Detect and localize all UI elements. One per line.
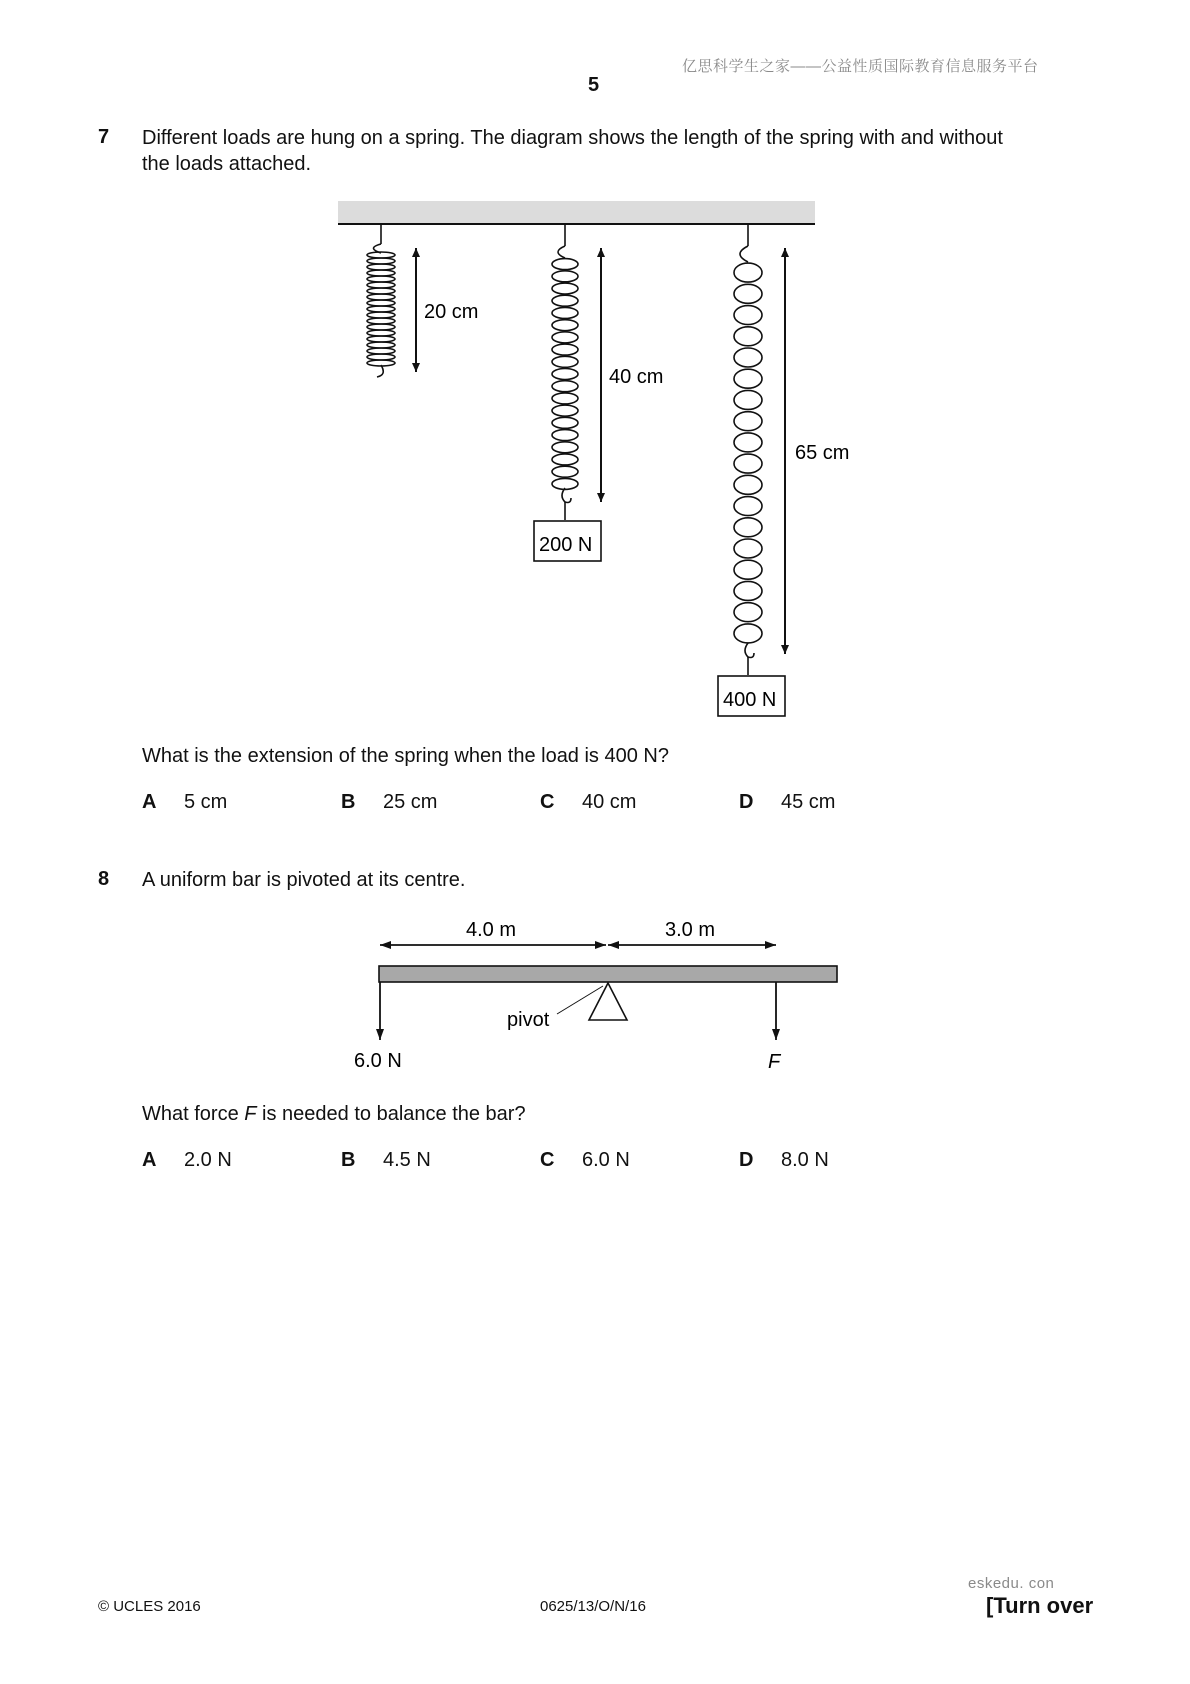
spring-coil: [734, 433, 762, 452]
spring-coil: [552, 356, 578, 367]
spring-coil: [734, 327, 762, 346]
spring-coil: [734, 497, 762, 516]
load-200n-label: 200 N: [539, 534, 593, 556]
page-number: 5: [588, 74, 600, 96]
spring-coil: [552, 295, 578, 306]
q7-option-d[interactable]: D 45 cm: [739, 791, 836, 813]
spring-coil: [367, 330, 395, 336]
spring-coil: [552, 405, 578, 416]
turn-over: [Turn over: [986, 1593, 1094, 1618]
q7-text-line1: Different loads are hung on a spring. The diagram shows the length of the spring with and without: [142, 127, 1003, 149]
spring-coil: [552, 271, 578, 282]
q8-number: 8: [98, 868, 110, 890]
spring-coil: [552, 381, 578, 392]
spring-coil: [552, 259, 578, 270]
spring-coil: [552, 307, 578, 318]
spring-coil: [552, 417, 578, 428]
spring-coil: [367, 312, 395, 318]
label-65cm: 65 cm: [795, 442, 850, 464]
spring-coil: [552, 454, 578, 465]
spring-coil: [734, 348, 762, 367]
spring-coil: [552, 466, 578, 477]
spring-coil: [367, 336, 395, 342]
q7-option-a[interactable]: A 5 cm: [142, 791, 228, 813]
spring-coil: [734, 369, 762, 388]
spring-coil: [367, 270, 395, 276]
spring-coil: [552, 332, 578, 343]
spring-coil: [367, 318, 395, 324]
spring-200n: [552, 224, 578, 520]
lever-diagram: [0, 900, 1190, 1080]
spring-coil: [734, 475, 762, 494]
label-force-left: 6.0 N: [354, 1050, 402, 1072]
spring-coil: [367, 276, 395, 282]
spring-diagram: [0, 0, 1190, 760]
spring-coil: [734, 412, 762, 431]
footer-watermark: eskedu. con: [968, 1575, 1055, 1592]
q8-option-d[interactable]: D 8.0 N: [739, 1149, 829, 1171]
pivot-triangle: [589, 983, 627, 1020]
q7-option-c[interactable]: C 40 cm: [540, 791, 637, 813]
bar: [379, 966, 837, 982]
spring-coil: [367, 354, 395, 360]
q7-text-line2: the loads attached.: [142, 153, 312, 175]
q8-text: A uniform bar is pivoted at its centre.: [142, 869, 466, 891]
spring-coil: [552, 442, 578, 453]
spring-coil: [367, 258, 395, 264]
spring-coil: [552, 320, 578, 331]
label-pivot: pivot: [507, 1009, 550, 1031]
ceiling: [338, 201, 815, 224]
spring-coil: [367, 300, 395, 306]
q7-number: 7: [98, 126, 110, 148]
spring-coil: [734, 390, 762, 409]
spring-coil: [552, 369, 578, 380]
footer-code: 0625/13/O/N/16: [540, 1598, 646, 1615]
q7-option-b[interactable]: B 25 cm: [341, 791, 438, 813]
spring-coil: [367, 282, 395, 288]
spring-coil: [367, 264, 395, 270]
spring-coil: [734, 581, 762, 600]
spring-coil: [734, 539, 762, 558]
spring-coil: [367, 288, 395, 294]
spring-unloaded: [367, 224, 395, 377]
q7-question: What is the extension of the spring when the load is 400 N?: [142, 745, 669, 767]
load-400n-label: 400 N: [723, 689, 777, 711]
spring-coil: [734, 263, 762, 282]
spring-coil: [367, 348, 395, 354]
q8-option-b[interactable]: B 4.5 N: [341, 1149, 431, 1171]
label-dist-left: 4.0 m: [466, 919, 517, 941]
label-20cm: 20 cm: [424, 301, 479, 323]
footer-copyright: © UCLES 2016: [98, 1598, 201, 1615]
spring-coil: [734, 518, 762, 537]
label-40cm: 40 cm: [609, 366, 664, 388]
header-watermark: 亿思科学生之家——公益性质国际教育信息服务平台: [682, 58, 1039, 75]
spring-coil: [552, 478, 578, 489]
spring-coil: [367, 294, 395, 300]
spring-coil: [734, 560, 762, 579]
q8-question: What force F is needed to balance the bar?: [142, 1103, 526, 1125]
spring-coil: [552, 430, 578, 441]
label-force-right: F: [768, 1051, 781, 1073]
spring-coil: [367, 342, 395, 348]
spring-coil: [734, 603, 762, 622]
q8-option-a[interactable]: A 2.0 N: [142, 1149, 232, 1171]
label-dist-right: 3.0 m: [665, 919, 716, 941]
spring-coil: [734, 624, 762, 643]
spring-coil: [552, 344, 578, 355]
spring-coil: [552, 283, 578, 294]
spring-coil: [367, 306, 395, 312]
spring-coil: [734, 454, 762, 473]
spring-coil: [552, 393, 578, 404]
spring-coil: [367, 324, 395, 330]
q8-option-c[interactable]: C 6.0 N: [540, 1149, 630, 1171]
spring-400n: [734, 224, 762, 675]
spring-coil: [734, 284, 762, 303]
spring-coil: [734, 306, 762, 325]
